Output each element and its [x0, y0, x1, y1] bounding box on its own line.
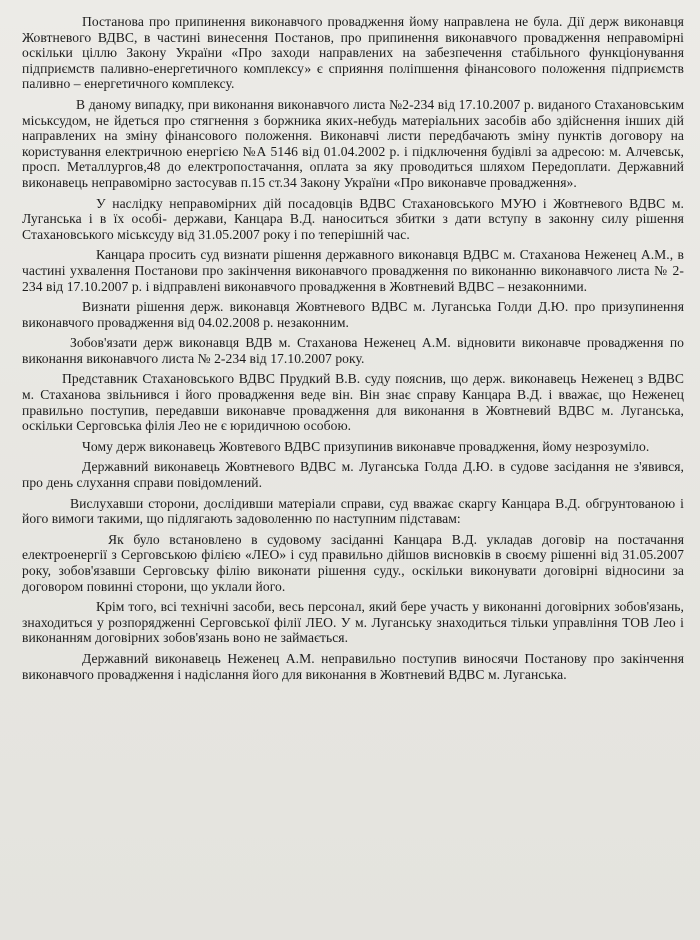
- paragraph-3: У наслідку неправомірних дій посадовців ВДВС Стахановського МУЮ і Жовтневого ВДВС м. Луганська і в їх особі- держави, Канцара В.Д. наноситься збитки з дати вступу в законну силу рішення Стахановського міськсуду від 31.05.2007 року і по теперішній час.: [22, 195, 684, 242]
- paragraph-7: Представник Стахановського ВДВС Прудкий В.В. суду пояснив, що держ. виконавець Неженец з ВДВС м. Стаханова звільнився і його провадження веде він. Він знає справу Канцара В.Д. і вважає, що Неженец правильно поступив, передавши виконавче провадження для виконання в Жовтневий ВДВС м. Луганська, оскільки Серговська філія Лео не є юридичною особою.: [22, 371, 684, 434]
- paragraph-11: Як було встановлено в судовому засіданні Канцара В.Д. укладав договір на постачання електроенергії з Серговською філією «ЛЕО» і суд правильно дійшов висновків в своєму рішенні від 31.05.2007 року, зобов'язавши Серговську філію виконати рішення суду., оскільки виконувати договірні відносини за договором повинні сторони, що уклали його.: [22, 531, 684, 594]
- paragraph-4: Канцара просить суд визнати рішення державного виконавця ВДВС м. Стаханова Неженец А.М., в частині ухвалення Постанови про закінчення виконавчого провадження по виконанню виконавчого листа № 2-234 від 17.10.2007 р. і відправлені виконавчого провадження в Жовтневий ВДВС – незаконними.: [22, 247, 684, 294]
- paragraph-5: Визнати рішення держ. виконавця Жовтневого ВДВС м. Луганська Голди Д.Ю. про призупинення виконавчого провадження від 04.02.2008 р. незаконним.: [22, 299, 684, 330]
- paragraph-1: Постанова про припинення виконавчого провадження йому направлена не була. Дії держ виконавця Жовтневого ВДВС, в частині винесення Постанов, про припинення виконавчого провадження неправомірні оскільки ціллю Закону України «Про заходи направлених на забезпечення стабільного функціонування підприємств паливно-енергетичного комплексу» є сприяння поліпшення фінансового положення підприємств паливно – енергетичного комплексу.: [22, 14, 684, 92]
- paragraph-12: Крім того, всі технічні засоби, весь персонал, який бере участь у виконанні договірних зобов'язань, знаходиться у розпорядженні Серговської філії ЛЕО. У м. Луганську знаходиться тільки управління ТОВ Лео і виконанням договірних зобов'язань воно не займається.: [22, 599, 684, 646]
- paragraph-9: Державний виконавець Жовтневого ВДВС м. Луганська Голда Д.Ю. в судове засідання не з'явився, про день слухання справи повідомлений.: [22, 459, 684, 491]
- paragraph-2: В даному випадку, при виконання виконавчого листа №2-234 від 17.10.2007 р. виданого Стахановським міськсудом, не йдеться про стягнення з боржника яких-небудь матеріальних засобів або здійснення інших дій направлених на зміну фінансового положення. Виконавчі листи передбачають зміну пунктів договору на користування електричною енергією №А 5146 від 01.04.2002 р. і підключення будівлі за адресою: м. Алчевськ, просп. Металлургов,48 до електропостачання, оплата за яку проводиться шляхом Передоплати. Державний виконавець неправомірно застосував п.15 ст.34 Закону України «Про виконавче провадження».: [22, 96, 684, 190]
- paragraph-10: Вислухавши сторони, дослідивши матеріали справи, суд вважає скаргу Канцара В.Д. обгрунтованою і його вимоги такими, що підлягають задоволенню по наступним підставам:: [22, 495, 684, 527]
- paragraph-13: Державний виконавець Неженец А.М. неправильно поступив виносячи Постанову про закінчення виконавчого провадження і надіслання його для виконання в Жовтневий ВДВС м. Луганська.: [22, 650, 684, 682]
- paragraph-8: Чому держ виконавець Жовтевого ВДВС призупинив виконавче провадження, йому незрозуміло.: [82, 438, 650, 454]
- paragraph-6: Зобов'язати держ виконавця ВДВ м. Стаханова Неженец А.М. відновити виконавче провадження по виконання виконавчого листа № 2-234 від 17.10.2007 року.: [22, 335, 684, 366]
